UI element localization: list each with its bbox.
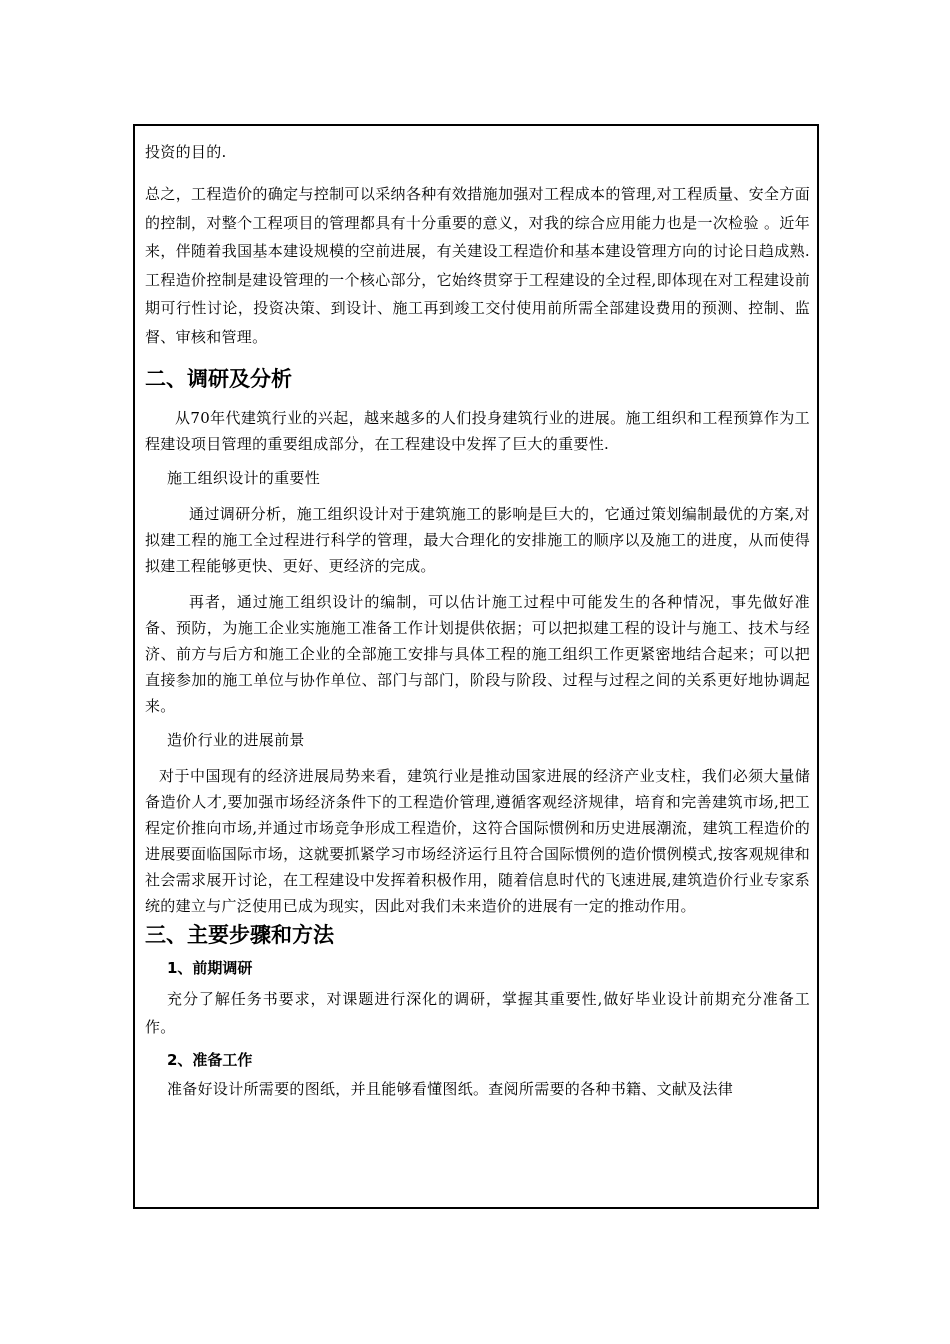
section-heading: 三、主要步骤和方法 (145, 923, 334, 947)
subheading: 造价行业的进展前景 (167, 731, 305, 749)
subheading: 施工组织设计的重要性 (167, 469, 321, 487)
paragraph: 通过调研分析，施工组织设计对于建筑施工的影响是巨大的，它通过策划编制最优的方案,对拟建工程的施工全过程进行科学的管理，最大合理化的安排施工的顺序以及施工的进度，从而使得拟建工程能够更快、更好、更经济的完成。 (145, 505, 810, 575)
section-heading: 二、调研及分析 (145, 367, 292, 391)
paragraph: 对于中国现有的经济进展局势来看，建筑行业是推动国家进展的经济产业支柱，我们必须大量储备造价人才,要加强市场经济条件下的工程造价管理,遵循客观经济规律，培育和完善建筑市场,把工程定价推向市场,并通过市场竞争形成工程造价，这符合国际惯例和历史进展潮流，建筑工程造价的进展要面临国际市场，这就要抓紧学习市场经济运行且符合国际惯例的造价惯例模式,按客观规律和社会需求展开讨论，在工程建设中发挥着积极作用，随着信息时代的飞速进展,建筑造价行业专家系统的建立与广泛使用已成为现实，因此对我们未来造价的进展有一定的推动作用。 (145, 767, 810, 915)
document-body (145, 128, 810, 1103)
paragraph: 总之，工程造价的确定与控制可以采纳各种有效措施加强对工程成本的管理,对工程质量、安全方面的控制，对整个工程项目的管理都具有十分重要的意义，对我的综合应用能力也是一次检验 。近年来，伴随着我国基本建设规模的空前进展，有关建设工程造价和基本建设管理方向的讨论日趋成熟.工程造价控制是建设管理的一个核心部分，它始终贯穿于工程建设的全过程,即体现在对工程建设前期可行性讨论，投资决策、到设计、施工再到竣工交付使用前所需全部建设费用的预测、控制、监督、审核和管理。 (145, 185, 810, 346)
paragraph: 从70年代建筑行业的兴起，越来越多的人们投身建筑行业的进展。施工组织和工程预算作为工程建设项目管理的重要组成部分，在工程建设中发挥了巨大的重要性. (145, 409, 810, 453)
paragraph: 充分了解任务书要求，对课题进行深化的调研，掌握其重要性,做好毕业设计前期充分准备工作。 (145, 990, 810, 1036)
paragraph: 再者，通过施工组织设计的编制，可以估计施工过程中可能发生的各种情况，事先做好准备、预防，为施工企业实施施工准备工作计划提供依据；可以把拟建工程的设计与施工、技术与经济、前方与后方和施工企业的全部施工安排与具体工程的施工组织工作更紧密地结合起来；可以把直接参加的施工单位与协作单位、部门与部门，阶段与阶段、过程与过程之间的关系更好地协调起来。 (145, 593, 810, 715)
step-heading: 2、准备工作 (167, 1051, 253, 1069)
paragraph: 投资的目的. (145, 143, 227, 161)
step-heading: 1、前期调研 (167, 959, 253, 977)
paragraph: 准备好设计所需要的图纸，并且能够看懂图纸。查阅所需要的各种书籍、文献及法律 (167, 1080, 734, 1098)
